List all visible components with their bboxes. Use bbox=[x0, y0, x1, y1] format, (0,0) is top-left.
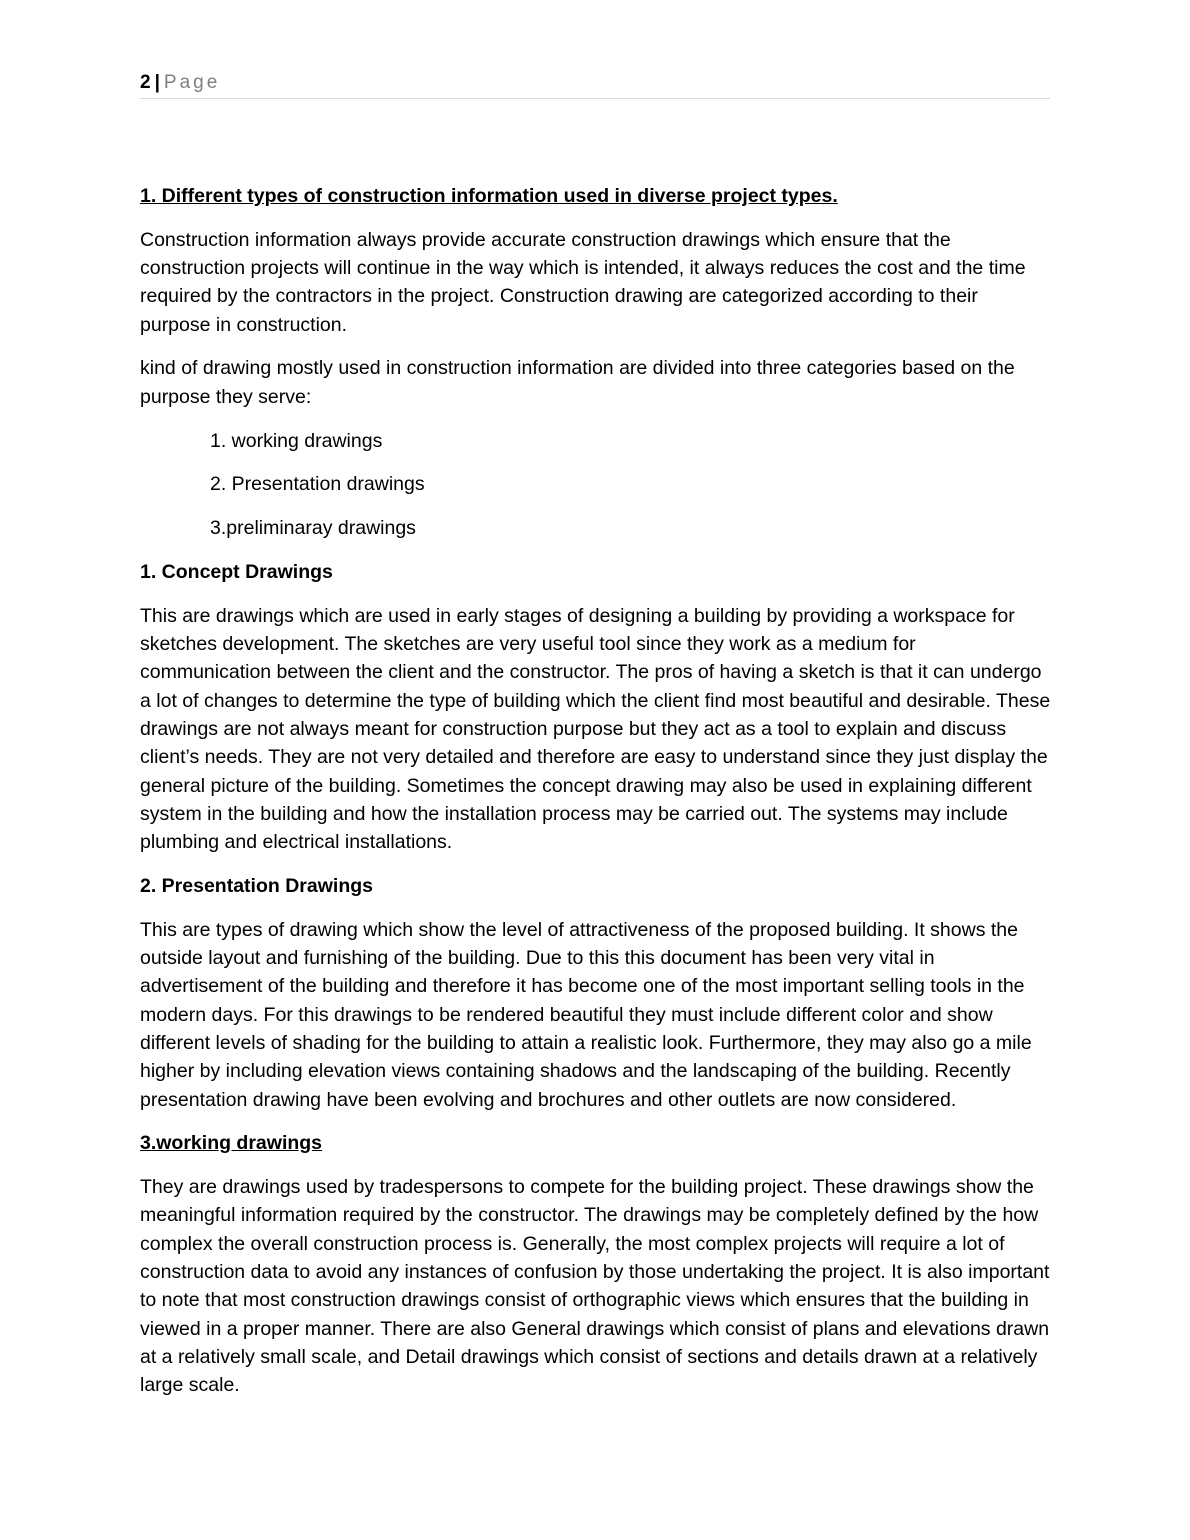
page-separator: | bbox=[154, 72, 160, 93]
list-item: 1. working drawings bbox=[210, 429, 383, 452]
document-title: 1. Different types of construction information used in diverse project types. bbox=[140, 185, 838, 207]
intro-paragraph: Construction information always provide accurate construction drawings which ensure that the construction projects will continue in the way which is intended, it always reduces the cost and the time required by the contractors in the project. Construction drawing are categorized according to their purpose in construction. bbox=[140, 228, 1026, 336]
intro-paragraph: kind of drawing mostly used in construction information are divided into three categories based on the purpose they serve: bbox=[140, 357, 1015, 408]
section-heading-concept: 1. Concept Drawings bbox=[140, 560, 333, 583]
section-body-presentation: This are types of drawing which show the level of attractiveness of the proposed building. It shows the outside layout and furnishing of the building. Due to this this document has been very vital in advertisement of the building and therefore it has become one of the most important selling tools in the modern days. For this drawings to be rendered beautiful they must include different color and show different levels of shading for the building to attain a realistic look. Furthermore, they may also go a mile higher by including elevation views containing shadows and the landscaping of the building. Recently presentation drawing have been evolving and brochures and other outlets are now considered. bbox=[140, 918, 1032, 1111]
page-header bbox=[140, 70, 1050, 99]
section-body-working: They are drawings used by tradespersons to compete for the building project. These drawings show the meaningful information required by the constructor. The drawings may be completely defined by the how complex the overall construction process is. Generally, the most complex projects will require a lot of construction data to avoid any instances of confusion by those undertaking the project. It is also important to note that most construction drawings consist of orthographic views which ensures that the building in viewed in a proper manner. There are also General drawings which consist of plans and elevations drawn at a relatively small scale, and Detail drawings which consist of sections and details drawn at a relatively large scale. bbox=[140, 1176, 1050, 1397]
section-body-concept: This are drawings which are used in early stages of designing a building by providing a workspace for sketches development. The sketches are very useful tool since they work as a medium for communication between the client and the constructor. The pros of having a sketch is that it can undergo a lot of changes to determine the type of building which the client find most beautiful and desirable. These drawings are not always meant for construction purpose but they act as a tool to explain and discuss client’s needs. They are not very detailed and therefore are easy to understand since they just display the general picture of the building. Sometimes the concept drawing may also be used in explaining different system in the building and how the installation process may be carried out. The systems may include plumbing and electrical installations. bbox=[140, 604, 1051, 854]
page-label: Page bbox=[163, 72, 221, 93]
list-item: 2. Presentation drawings bbox=[210, 473, 425, 496]
page-number: 2 bbox=[140, 72, 151, 93]
list-item: 3.preliminaray drawings bbox=[210, 517, 416, 540]
section-heading-working: 3.working drawings bbox=[140, 1132, 323, 1155]
document-body bbox=[140, 182, 1052, 1415]
section-heading-presentation: 2. Presentation Drawings bbox=[140, 874, 373, 897]
